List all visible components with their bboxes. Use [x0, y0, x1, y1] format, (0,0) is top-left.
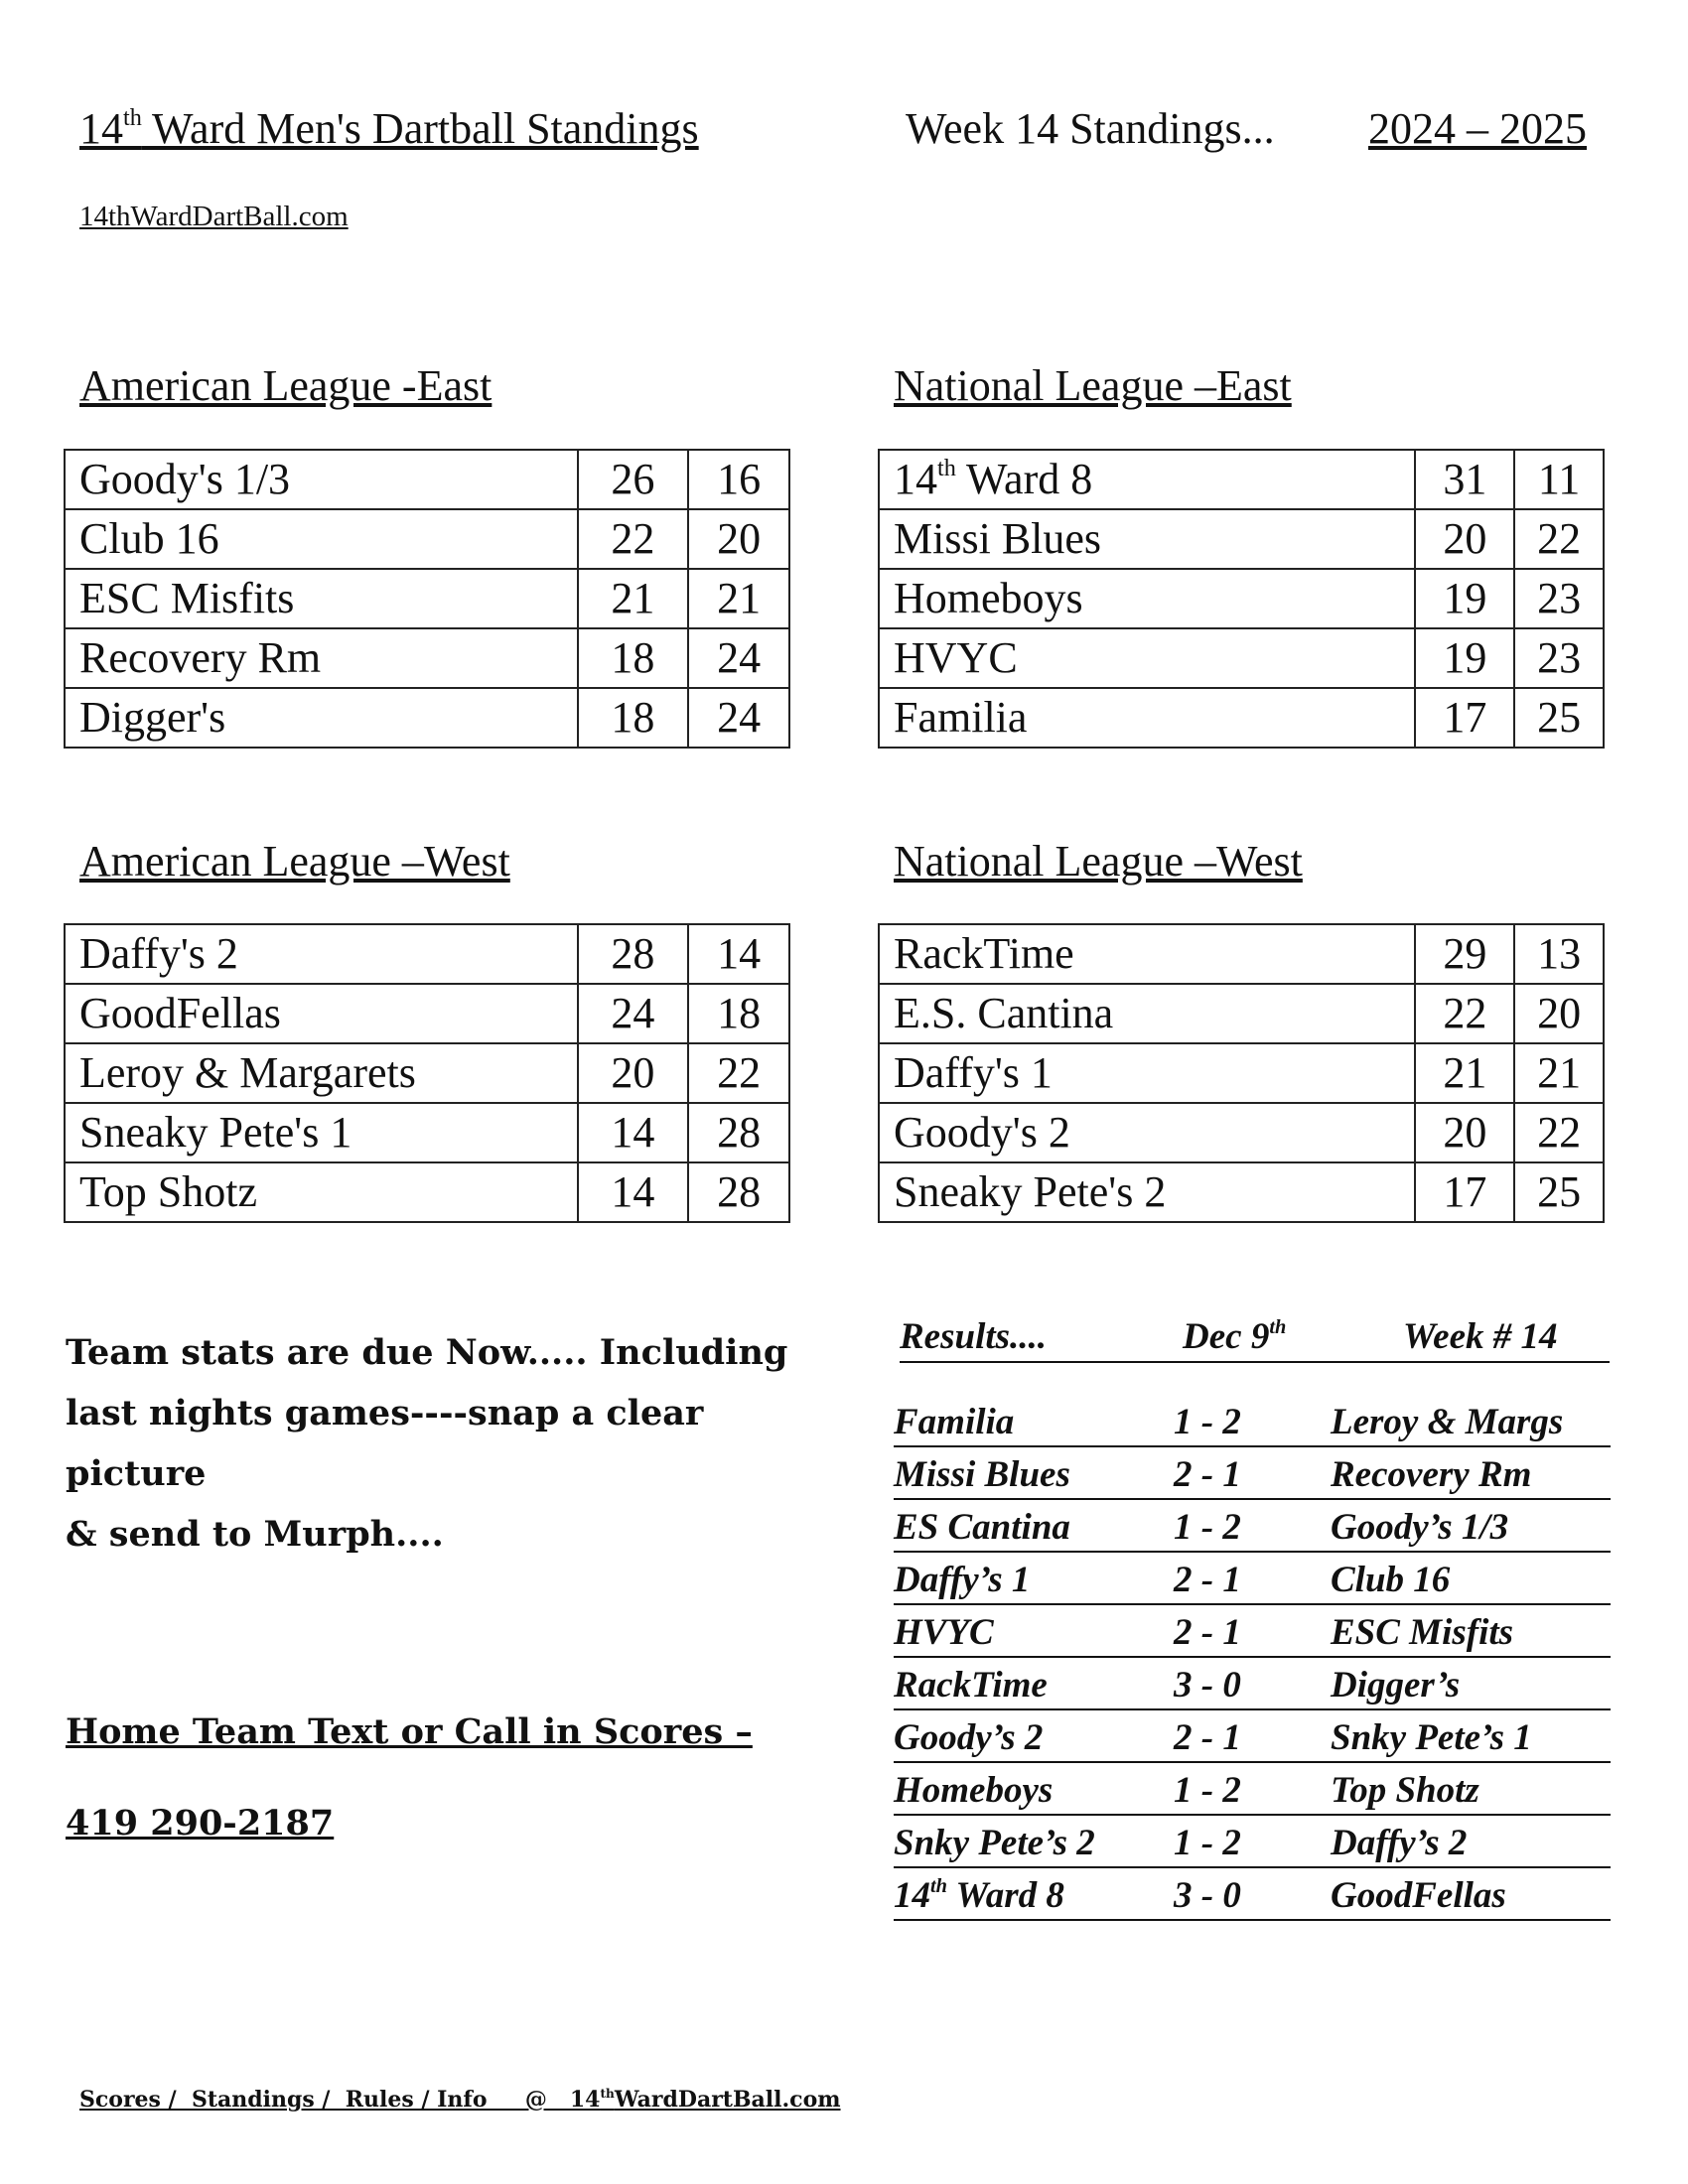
- team-losses: 18: [688, 984, 789, 1043]
- result-away: Daffy’s 2: [1331, 1823, 1468, 1863]
- team-name: Goody's 2: [879, 1103, 1415, 1162]
- table-row: [65, 450, 789, 509]
- result-home: Homeboys: [894, 1770, 1054, 1811]
- result-score: 2 - 1: [1174, 1454, 1241, 1495]
- team-name: Club 16: [65, 509, 578, 569]
- team-losses: 22: [1514, 1103, 1604, 1162]
- team-wins: 17: [1415, 688, 1514, 748]
- result-score: 1 - 2: [1174, 1507, 1241, 1548]
- result-home: [894, 1874, 1064, 1917]
- list-item: [894, 1398, 1611, 1447]
- table-row: [879, 509, 1604, 569]
- team-losses: 24: [688, 628, 789, 688]
- list-item: [894, 1713, 1611, 1763]
- table-row: [65, 569, 789, 628]
- footer-sup: th: [600, 2086, 615, 2101]
- team-wins: 14: [578, 1103, 689, 1162]
- table-row: [879, 1043, 1604, 1103]
- team-losses: 13: [1514, 924, 1604, 984]
- results-date-sup: th: [1269, 1315, 1287, 1338]
- result-away: Leroy & Margs: [1331, 1402, 1564, 1442]
- team-wins: 20: [1415, 509, 1514, 569]
- team-wins: 20: [578, 1043, 689, 1103]
- season-label: 2024 – 2025: [1368, 104, 1587, 153]
- notice-line: Team stats are due Now..... Including: [66, 1332, 788, 1373]
- table-row: [879, 924, 1604, 984]
- team-name: [879, 450, 1415, 509]
- team-wins: 17: [1415, 1162, 1514, 1222]
- title-rest: Ward Men's Dartball Standings: [141, 104, 699, 153]
- team-wins: 22: [1415, 984, 1514, 1043]
- team-name: Digger's: [65, 688, 578, 748]
- list-item: [894, 1661, 1611, 1710]
- team-wins: 20: [1415, 1103, 1514, 1162]
- results-header: [900, 1315, 1610, 1363]
- team-losses: 23: [1514, 569, 1604, 628]
- team-name: RackTime: [879, 924, 1415, 984]
- week-label: Week 14 Standings...: [906, 104, 1275, 153]
- team-losses: 22: [688, 1043, 789, 1103]
- team-wins: 18: [578, 628, 689, 688]
- notice-line: last nights games----snap a clear picture: [66, 1393, 704, 1494]
- team-wins: 19: [1415, 628, 1514, 688]
- stats-notice: [66, 1322, 800, 1565]
- team-losses: 22: [1514, 509, 1604, 569]
- team-name-sup: th: [937, 454, 956, 481]
- list-item: [894, 1766, 1611, 1816]
- notice-line: & send to Murph....: [66, 1514, 444, 1555]
- team-name: Homeboys: [879, 569, 1415, 628]
- result-score: 3 - 0: [1174, 1875, 1241, 1916]
- team-wins: 21: [578, 569, 689, 628]
- team-wins: 22: [578, 509, 689, 569]
- result-away: Recovery Rm: [1331, 1454, 1532, 1495]
- result-score: 1 - 2: [1174, 1402, 1241, 1442]
- result-away: Snky Pete’s 1: [1331, 1717, 1532, 1758]
- team-losses: 25: [1514, 1162, 1604, 1222]
- table-row: [65, 628, 789, 688]
- team-wins: 24: [578, 984, 689, 1043]
- title-prefix: 14: [79, 104, 123, 153]
- team-wins: 26: [578, 450, 689, 509]
- result-away: Club 16: [1331, 1560, 1451, 1600]
- table-row: [879, 1162, 1604, 1222]
- result-away: Goody’s 1/3: [1331, 1507, 1509, 1548]
- table-row: [879, 569, 1604, 628]
- team-losses: 23: [1514, 628, 1604, 688]
- team-wins: 18: [578, 688, 689, 748]
- result-home-rest: Ward 8: [946, 1875, 1064, 1916]
- team-name: Missi Blues: [879, 509, 1415, 569]
- team-wins: 31: [1415, 450, 1514, 509]
- team-losses: 14: [688, 924, 789, 984]
- team-losses: 28: [688, 1162, 789, 1222]
- team-name: Recovery Rm: [65, 628, 578, 688]
- result-home: RackTime: [894, 1665, 1048, 1706]
- team-name: Sneaky Pete's 2: [879, 1162, 1415, 1222]
- team-losses: 20: [688, 509, 789, 569]
- nl-east-table: [878, 449, 1605, 749]
- team-name: Daffy's 1: [879, 1043, 1415, 1103]
- home-team-instructions: Home Team Text or Call in Scores –: [66, 1711, 753, 1752]
- team-losses: 21: [688, 569, 789, 628]
- team-name: Leroy & Margarets: [65, 1043, 578, 1103]
- team-wins: 29: [1415, 924, 1514, 984]
- table-row: [65, 688, 789, 748]
- al-west-heading: American League –West: [79, 837, 510, 886]
- team-name-prefix: 14: [894, 455, 937, 503]
- result-away: Digger’s: [1331, 1665, 1461, 1706]
- table-row: [879, 450, 1604, 509]
- result-home: HVYC: [894, 1612, 994, 1653]
- website-link[interactable]: 14thWardDartBall.com: [79, 201, 349, 232]
- al-east-table: [64, 449, 790, 749]
- list-item: [894, 1871, 1611, 1921]
- results-label: Results....: [900, 1316, 1048, 1357]
- list-item: [894, 1556, 1611, 1605]
- team-name: Familia: [879, 688, 1415, 748]
- table-row: [65, 1043, 789, 1103]
- team-losses: 28: [688, 1103, 789, 1162]
- table-row: [65, 984, 789, 1043]
- table-row: [879, 628, 1604, 688]
- result-home-sup: th: [930, 1874, 947, 1897]
- result-score: 2 - 1: [1174, 1612, 1241, 1653]
- table-row: [65, 1162, 789, 1222]
- footer-rest: WardDartBall.com: [614, 2087, 841, 2113]
- team-name: Daffy's 2: [65, 924, 578, 984]
- team-wins: 14: [578, 1162, 689, 1222]
- team-name: GoodFellas: [65, 984, 578, 1043]
- nl-west-table: [878, 923, 1605, 1223]
- result-home-prefix: 14: [894, 1875, 930, 1916]
- result-home: Snky Pete’s 2: [894, 1823, 1095, 1863]
- nl-west-heading: National League –West: [894, 837, 1303, 886]
- result-home: Missi Blues: [894, 1454, 1070, 1495]
- team-name: Goody's 1/3: [65, 450, 578, 509]
- al-west-table: [64, 923, 790, 1223]
- team-wins: 19: [1415, 569, 1514, 628]
- table-row: [65, 509, 789, 569]
- page-title: [79, 103, 699, 154]
- list-item: [894, 1503, 1611, 1553]
- list-item: [894, 1608, 1611, 1658]
- phone-number[interactable]: 419 290-2187: [66, 1803, 335, 1843]
- result-score: 1 - 2: [1174, 1823, 1241, 1863]
- result-score: 2 - 1: [1174, 1717, 1241, 1758]
- title-sup: th: [123, 103, 142, 131]
- table-row: [65, 924, 789, 984]
- results-week: Week # 14: [1403, 1316, 1558, 1357]
- list-item: [894, 1819, 1611, 1868]
- team-losses: 16: [688, 450, 789, 509]
- list-item: [894, 1450, 1611, 1500]
- result-away: Top Shotz: [1331, 1770, 1479, 1811]
- result-away: ESC Misfits: [1331, 1612, 1514, 1653]
- team-name: HVYC: [879, 628, 1415, 688]
- team-wins: 21: [1415, 1043, 1514, 1103]
- result-home: Daffy’s 1: [894, 1560, 1031, 1600]
- result-home: Familia: [894, 1402, 1015, 1442]
- team-name: E.S. Cantina: [879, 984, 1415, 1043]
- team-losses: 25: [1514, 688, 1604, 748]
- team-name: ESC Misfits: [65, 569, 578, 628]
- table-row: [879, 984, 1604, 1043]
- result-away: GoodFellas: [1331, 1875, 1506, 1916]
- team-wins: 28: [578, 924, 689, 984]
- table-row: [65, 1103, 789, 1162]
- al-east-heading: American League -East: [79, 361, 492, 410]
- result-home: Goody’s 2: [894, 1717, 1044, 1758]
- result-score: 3 - 0: [1174, 1665, 1241, 1706]
- table-row: [879, 1103, 1604, 1162]
- nl-east-heading: National League –East: [894, 361, 1292, 410]
- team-name: Top Shotz: [65, 1162, 578, 1222]
- result-score: 2 - 1: [1174, 1560, 1241, 1600]
- results-date-prefix: Dec 9: [1183, 1316, 1270, 1357]
- team-name: Sneaky Pete's 1: [65, 1103, 578, 1162]
- table-row: [879, 688, 1604, 748]
- team-losses: 11: [1514, 450, 1604, 509]
- team-losses: 24: [688, 688, 789, 748]
- result-home: ES Cantina: [894, 1507, 1070, 1548]
- team-losses: 21: [1514, 1043, 1604, 1103]
- result-score: 1 - 2: [1174, 1770, 1241, 1811]
- footer-prefix: Scores / Standings / Rules / Info @ 14: [79, 2087, 601, 2113]
- team-losses: 20: [1514, 984, 1604, 1043]
- team-name-rest: Ward 8: [955, 455, 1093, 503]
- footer-links[interactable]: [79, 2087, 841, 2113]
- results-date: [1183, 1315, 1286, 1358]
